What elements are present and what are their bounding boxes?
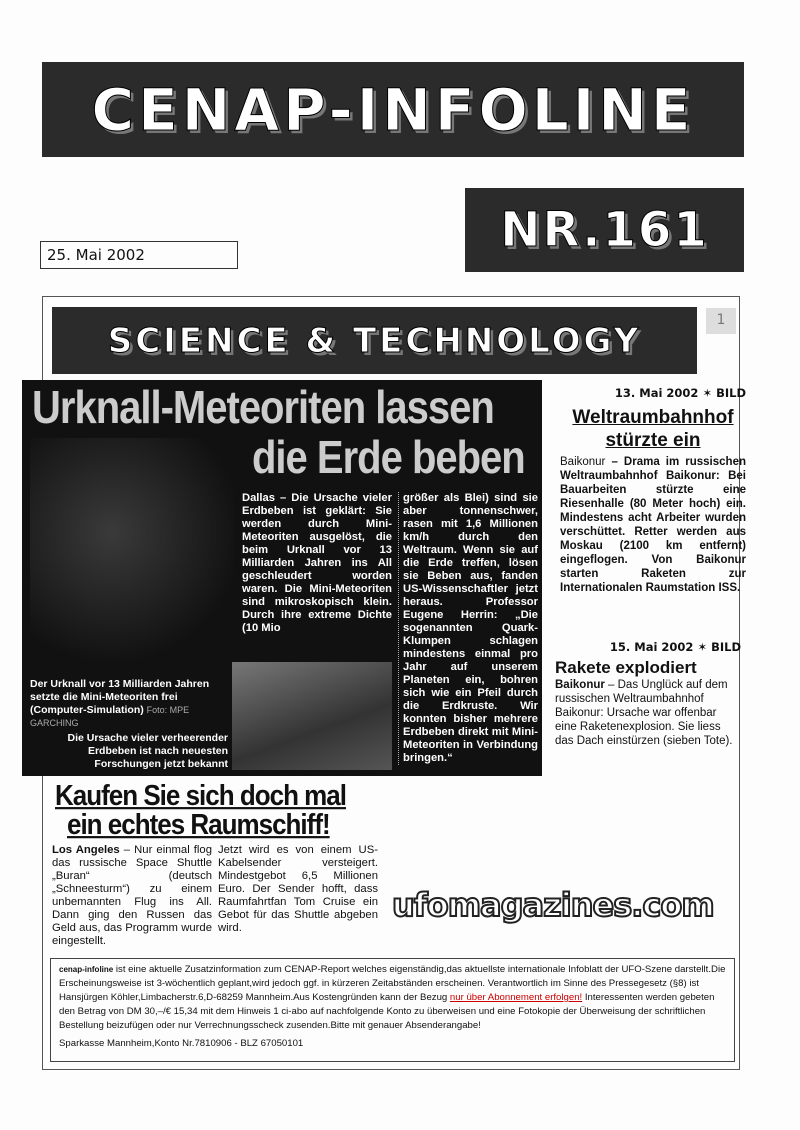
main-article-col2: größer als Blei) sind sie aber tonnenschwer, rasen mit 1,6 Millionen km/h durch den Weltraum. Wenn sie auf die Erde treffen, lösen sie Beben aus, fanden US-Wissenschaftler jetzt heraus. Professor Eugene Herrin: „Die sogenannten Quark-Klumpen schlagen mindestens einmal pro Jahr auf unserem Planeten ein, bohren sich wie ein Pfeil durch die Erdkruste. Wir konnten bisher mehrere Erdbeben direkt mit Mini-Meteoriten in Verbindung bringen.“ <box>398 492 538 765</box>
kaufen-headline-2: ein echtes Raumschiff! <box>67 807 330 841</box>
section-banner <box>52 307 697 374</box>
footer-info <box>50 958 735 1062</box>
footer-subscription-note: nur über Abonnement erfolgen! <box>449 992 583 1003</box>
photo-caption: Die Ursache vieler verheerender Erdbeben ist nach neuesten Forschungen jetzt bekannt <box>67 732 228 770</box>
issue-number: NR.161 <box>500 202 709 258</box>
masthead-banner <box>42 62 744 157</box>
section-title: SCIENCE & TECHNOLOGY <box>107 320 642 361</box>
earthquake-photo <box>232 662 392 770</box>
kaufen-headline-1: Kaufen Sie sich doch mal <box>55 778 346 812</box>
side-article-2 <box>555 640 741 748</box>
photo-credit: Foto: MPE GARCHING <box>30 705 190 728</box>
dateline: 15. Mai 2002 ✶ BILD <box>609 640 741 654</box>
footer-text: Interessenten werden gebeten den Betrag von DM 30,–/€ 15,34 mit dem Hinweis 1 ci-abo auf nachfolgende Konto zu überweisen und eine Fotokopie der Überweisung der schriftlichen Bestellung beizufügen oder nur Verrechnungsscheck zusenden.Bitte mit genauer Absenderangabe! <box>59 992 715 1031</box>
page-number: 1 <box>706 308 736 334</box>
side1-headline <box>560 406 746 452</box>
dateline: 13. Mai 2002 ✶ BILD <box>614 386 746 400</box>
headline-line: Weltraumbahnhof <box>572 407 734 428</box>
kaufen-article <box>55 778 385 841</box>
main-headline-1: Urknall-Meteoriten lassen <box>32 382 494 434</box>
footer-brand: cenap-infoline <box>59 965 114 974</box>
lead: Los Angeles <box>52 844 120 856</box>
body: – Drama im russischen Weltraumbahnhof Baikonur: Bei Bauarbeiten stürzte eine Riesenhalle (80 Meter hoch) ein. Mindestens acht Arbeiter wurden verschüttet. Retter werden aus Moskau (2100 km entfernt) eingeflogen. Von Baikonur starten Raketen zur Internationalen Raumstation ISS. <box>560 456 746 594</box>
issue-date: 25. Mai 2002 <box>40 241 238 269</box>
main-article <box>22 380 542 776</box>
kaufen-col1: – Nur einmal flog das russische Space Shuttle „Buran“ (deutsch „Schneesturm“) zu einem unbemannten Flug ins All. Dann ging den Russen das Geld aus, das Programm wurde eingestellt. <box>52 844 212 947</box>
watermark: ufomagazines.com <box>392 886 714 924</box>
bank-details: Sparkasse Mannheim,Konto Nr.7810906 - BLZ 67050101 <box>59 1038 304 1049</box>
issue-banner <box>465 188 744 272</box>
main-headline-2: die Erde beben <box>252 432 525 484</box>
lead: Baikonur <box>555 679 605 691</box>
body: – Das Unglück auf dem russischen Weltraumbahnhof Baikonur: Ursache war offenbar eine Raketenexplosion. Sie liess das Dach einstürzen (sieben Tote). <box>555 679 733 747</box>
main-article-col1: Dallas – Die Ursache vieler Erdbeben ist geklärt: Sie werden durch Mini-Meteoriten ausgelöst, die beim Urknall vor 13 Milliarden Jahren ins All geschleudert worden waren. Die Mini-Meteoriten sind mikroskopisch klein. Durch ihre extreme Dichte (10 Mio <box>242 492 392 634</box>
headline-line: stürzte ein <box>605 430 701 451</box>
space-simulation-image <box>30 438 234 674</box>
lead: Baikonur <box>560 456 606 468</box>
side-article-1 <box>560 386 746 595</box>
masthead-title: CENAP-INFOLINE <box>91 75 695 144</box>
side2-headline: Rakete explodiert <box>555 658 697 677</box>
footer-text: ist eine aktuelle Zusatzinformation zum CENAP-Report welches eigenständig,das aktuellste internationale Infoblatt der UFO-Szene darstellt.Die Erscheinungsweise ist 3-wöchentlich geplant,wird jedoch ggf. in kürzeren Zeitabständen erscheinen. Verantwortlich im Sinne des Pressegesetz (§8) ist Hansjürgen Köhler,Limbacherstr.6,D-68259 Mannheim.Aus Kostengründen kann der Bezug <box>59 964 726 1003</box>
image-caption: Der Urknall vor 13 Milliarden Jahren setzte die Mini-Meteoriten frei (Computer-Simulation) <box>30 678 210 716</box>
kaufen-col2: Jetzt wird es von einem US-Kabelsender versteigert. Mindestgebot 6,5 Millionen Euro. Der Sender hofft, dass Raumfahrtfan Tom Cruise ein Gebot für das Shuttle abgeben wird. <box>218 844 378 934</box>
